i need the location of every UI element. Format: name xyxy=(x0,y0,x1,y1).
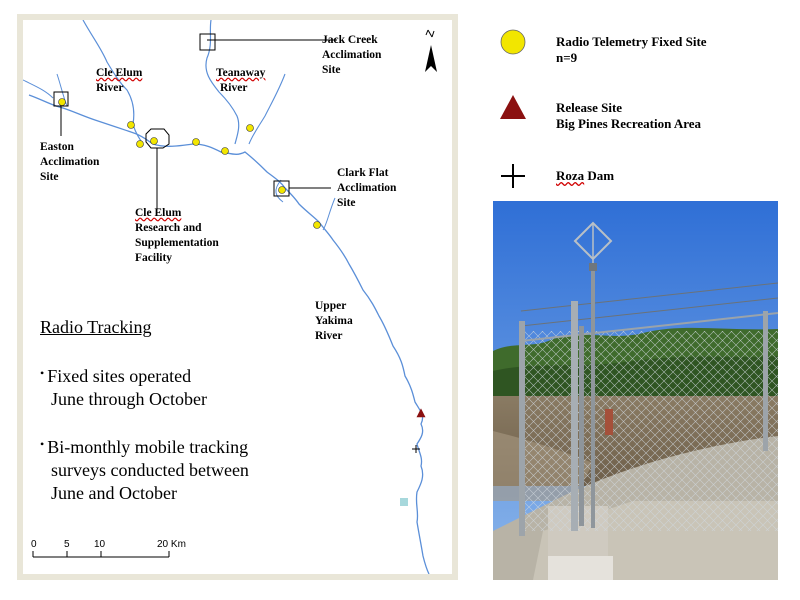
bullet-fixed-sites: • Fixed sites operated June through October xyxy=(40,366,207,409)
scale-label-10: 10 xyxy=(94,539,106,550)
north-arrow-icon xyxy=(425,30,437,72)
telemetry-site xyxy=(59,99,66,106)
scale-label-5: 5 xyxy=(64,539,70,550)
telemetry-site-photo xyxy=(493,201,778,580)
telemetry-site xyxy=(279,187,286,194)
legend-fixed-site-text: Radio Telemetry Fixed Site n=9 xyxy=(556,34,707,65)
red-triangle-icon xyxy=(498,92,528,122)
map-small-square xyxy=(400,498,408,506)
bullet-mobile-tracking: • Bi-monthly mobile tracking surveys conducted between June and October xyxy=(40,437,249,503)
scale-label-20km: 20 Km xyxy=(157,539,186,550)
jack-creek-site-box xyxy=(200,34,215,50)
antenna-fence-photo xyxy=(493,201,778,580)
telemetry-site xyxy=(137,141,144,148)
release-site-marker xyxy=(417,409,425,417)
scale-bar xyxy=(33,551,169,557)
telemetry-site xyxy=(247,125,254,132)
cle-elum-facility-label: Cle Elum Research and Supplementation Facility xyxy=(135,207,219,264)
telemetry-site xyxy=(151,138,158,145)
teanaway-river-label: Teanaway River xyxy=(216,67,266,94)
scale-label-0: 0 xyxy=(31,539,37,550)
legend-release-site-text: Release Site Big Pines Recreation Area xyxy=(556,100,702,131)
clark-flat-label: Clark Flat Acclimation Site xyxy=(337,167,397,209)
jack-creek-label: Jack Creek Acclimation Site xyxy=(322,34,382,76)
tributary-west xyxy=(23,80,53,98)
legend-fixed-site xyxy=(498,27,528,62)
upper-yakima-label: Upper Yakima River xyxy=(315,300,353,342)
yellow-circle-icon xyxy=(498,27,528,57)
legend-release-site xyxy=(498,92,528,127)
telemetry-site xyxy=(128,122,135,129)
radio-tracking-title: Radio Tracking xyxy=(40,317,152,337)
telemetry-site xyxy=(314,222,321,229)
easton-label: Easton Acclimation Site xyxy=(40,141,100,183)
cle-elum-river-label: Cle Elum River xyxy=(96,67,143,94)
plus-cross-icon xyxy=(498,161,528,191)
tributary-east xyxy=(323,198,335,230)
telemetry-site xyxy=(193,139,200,146)
legend-dam-text: Roza Dam xyxy=(556,168,615,183)
legend-dam xyxy=(498,161,528,196)
telemetry-site xyxy=(222,148,229,155)
